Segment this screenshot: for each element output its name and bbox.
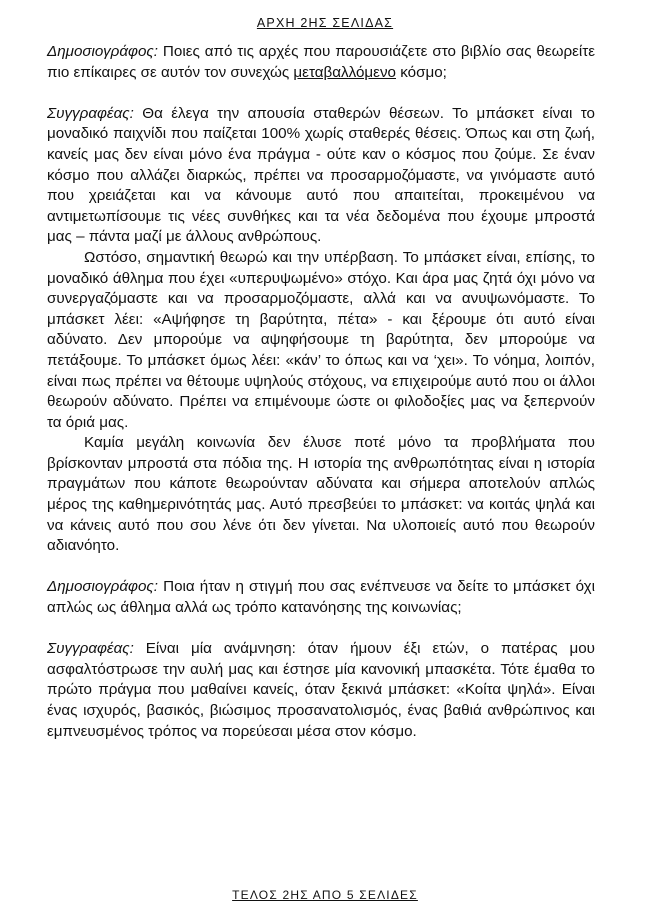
speaker-author: Συγγραφέας: bbox=[47, 640, 134, 658]
question-2 bbox=[47, 577, 595, 618]
answer-1-text-1: Θα έλεγα την απουσία σταθερών θέσεων. Το μπάσκετ είναι το μοναδικό παιχνίδι που παίζεται 100% χωρίς σταθερές θέσεις. Όπως και στη ζωή, κανείς μας δεν είναι μόνο ένα πράγμα - ούτε καν ο κόσμος που ζούμε. Σε έναν κόσμο που αλλάζει διαρκώς, πρέπει να προσαρμοζόμαστε, να γινόμαστε αυτό που χρειάζεται και να κάνουμε αυτό που απαιτείται, προκειμένου να αντιμετωπίσουμε τις νέες συνθήκες και τα νέα δεδομένα που έχουμε μπροστά μας – πάντα μαζί με άλλους ανθρώπους. bbox=[47, 104, 595, 246]
speaker-journalist: Δημοσιογράφος: bbox=[47, 43, 159, 60]
question-1-text-after: κόσμο; bbox=[396, 63, 447, 81]
answer-2 bbox=[47, 639, 595, 742]
underlined-word: μεταβαλλόμενο bbox=[293, 63, 396, 81]
question-1 bbox=[47, 42, 595, 83]
question-2-text: Ποια ήταν η στιγμή που σας ενέπνευσε να δείτε το μπάσκετ όχι απλώς ως άθλημα αλλά ως τρόπο κατανόησης της κοινωνίας; bbox=[47, 578, 595, 617]
speaker-author: Συγγραφέας: bbox=[47, 104, 134, 122]
answer-1-paragraph-1 bbox=[47, 104, 595, 248]
answer-1-paragraph-3: Καμία μεγάλη κοινωνία δεν έλυσε ποτέ μόνο τα προβλήματα που βρίσκονταν μπροστά στα πόδια της. Η ιστορία της ανθρωπότητας είναι η ιστορία πραγμάτων που κάποτε θεωρούνταν αδύνατα και σήμερα αποτελούν απλώς μέρος της καθημερινότητάς μας. Αυτό πρεσβεύει το μπάσκετ: να κοιτάς ψηλά και να κάνεις αυτό που σου λένε ότι δεν γίνεται. Να υλοποιείς αυτό που θεωρούν αδιανόητο. bbox=[47, 434, 595, 555]
speaker-journalist: Δημοσιογράφος: bbox=[47, 578, 159, 596]
question-1-text-before: Ποιες από τις αρχές που παρουσιάζετε στο βιβλίο σας θεωρείτε πιο επίκαιρες σε αυτόν τον συνεχώς bbox=[47, 43, 595, 81]
answer-2-text: Είναι μία ανάμνηση: όταν ήμουν έξι ετών, ο πατέρας μου ασφαλτόστρωσε την αυλή μας και έστησε μία κανονική μπασκέτα. Τότε έμαθα το πρώτο πράγμα που μαθαίνει κανείς, όταν ξεκινά μπάσκετ: «Κοίτα ψηλά». Είναι ένας ισχυρός, βασικός, βιώσιμος προσανατολισμός, ένας βαθιά ανθρώπινος και εμπνευσμένος τρόπος να πορεύεσαι μέσα στον κόσμο. bbox=[47, 640, 595, 740]
document-body bbox=[47, 42, 595, 742]
page-header: ΑΡΧΗ 2ΗΣ ΣΕΛΙΔΑΣ bbox=[256, 16, 394, 30]
page-footer: ΤΕΛΟΣ 2ΗΣ ΑΠΟ 5 ΣΕΛΙΔΕΣ bbox=[232, 888, 418, 902]
answer-1-paragraph-2: Ωστόσο, σημαντική θεωρώ και την υπέρβαση. Το μπάσκετ είναι, επίσης, το μοναδικό άθλημα που έχει «υπερυψωμένο» στόχο. Και άρα μας ζητά όχι μόνο να συνεργαζόμαστε και να προσαρμοζόμαστε, αλλά και να ανυψωνόμαστε. Το μπάσκετ λέει: «Αψήφησε τη βαρύτητα, πέτα» - και ξέρουμε ότι αυτό είναι αδύνατο. Δεν μπορούμε να αψηφήσουμε τη βαρύτητα, δεν μπορούμε να πετάξουμε. Το μπάσκετ όμως λέει: «κάν’ το όπως και να ‘χει». Το νόημα, λοιπόν, είναι πως πρέπει να θέτουμε υψηλούς στόχους, να επιχειρούμε αυτό που οι άλλοι θεωρούν αδύνατο. Πρέπει να επιμένουμε ώστε οι φιλοδοξίες μας να ξεπερνούν τα όριά μας. bbox=[47, 248, 595, 431]
